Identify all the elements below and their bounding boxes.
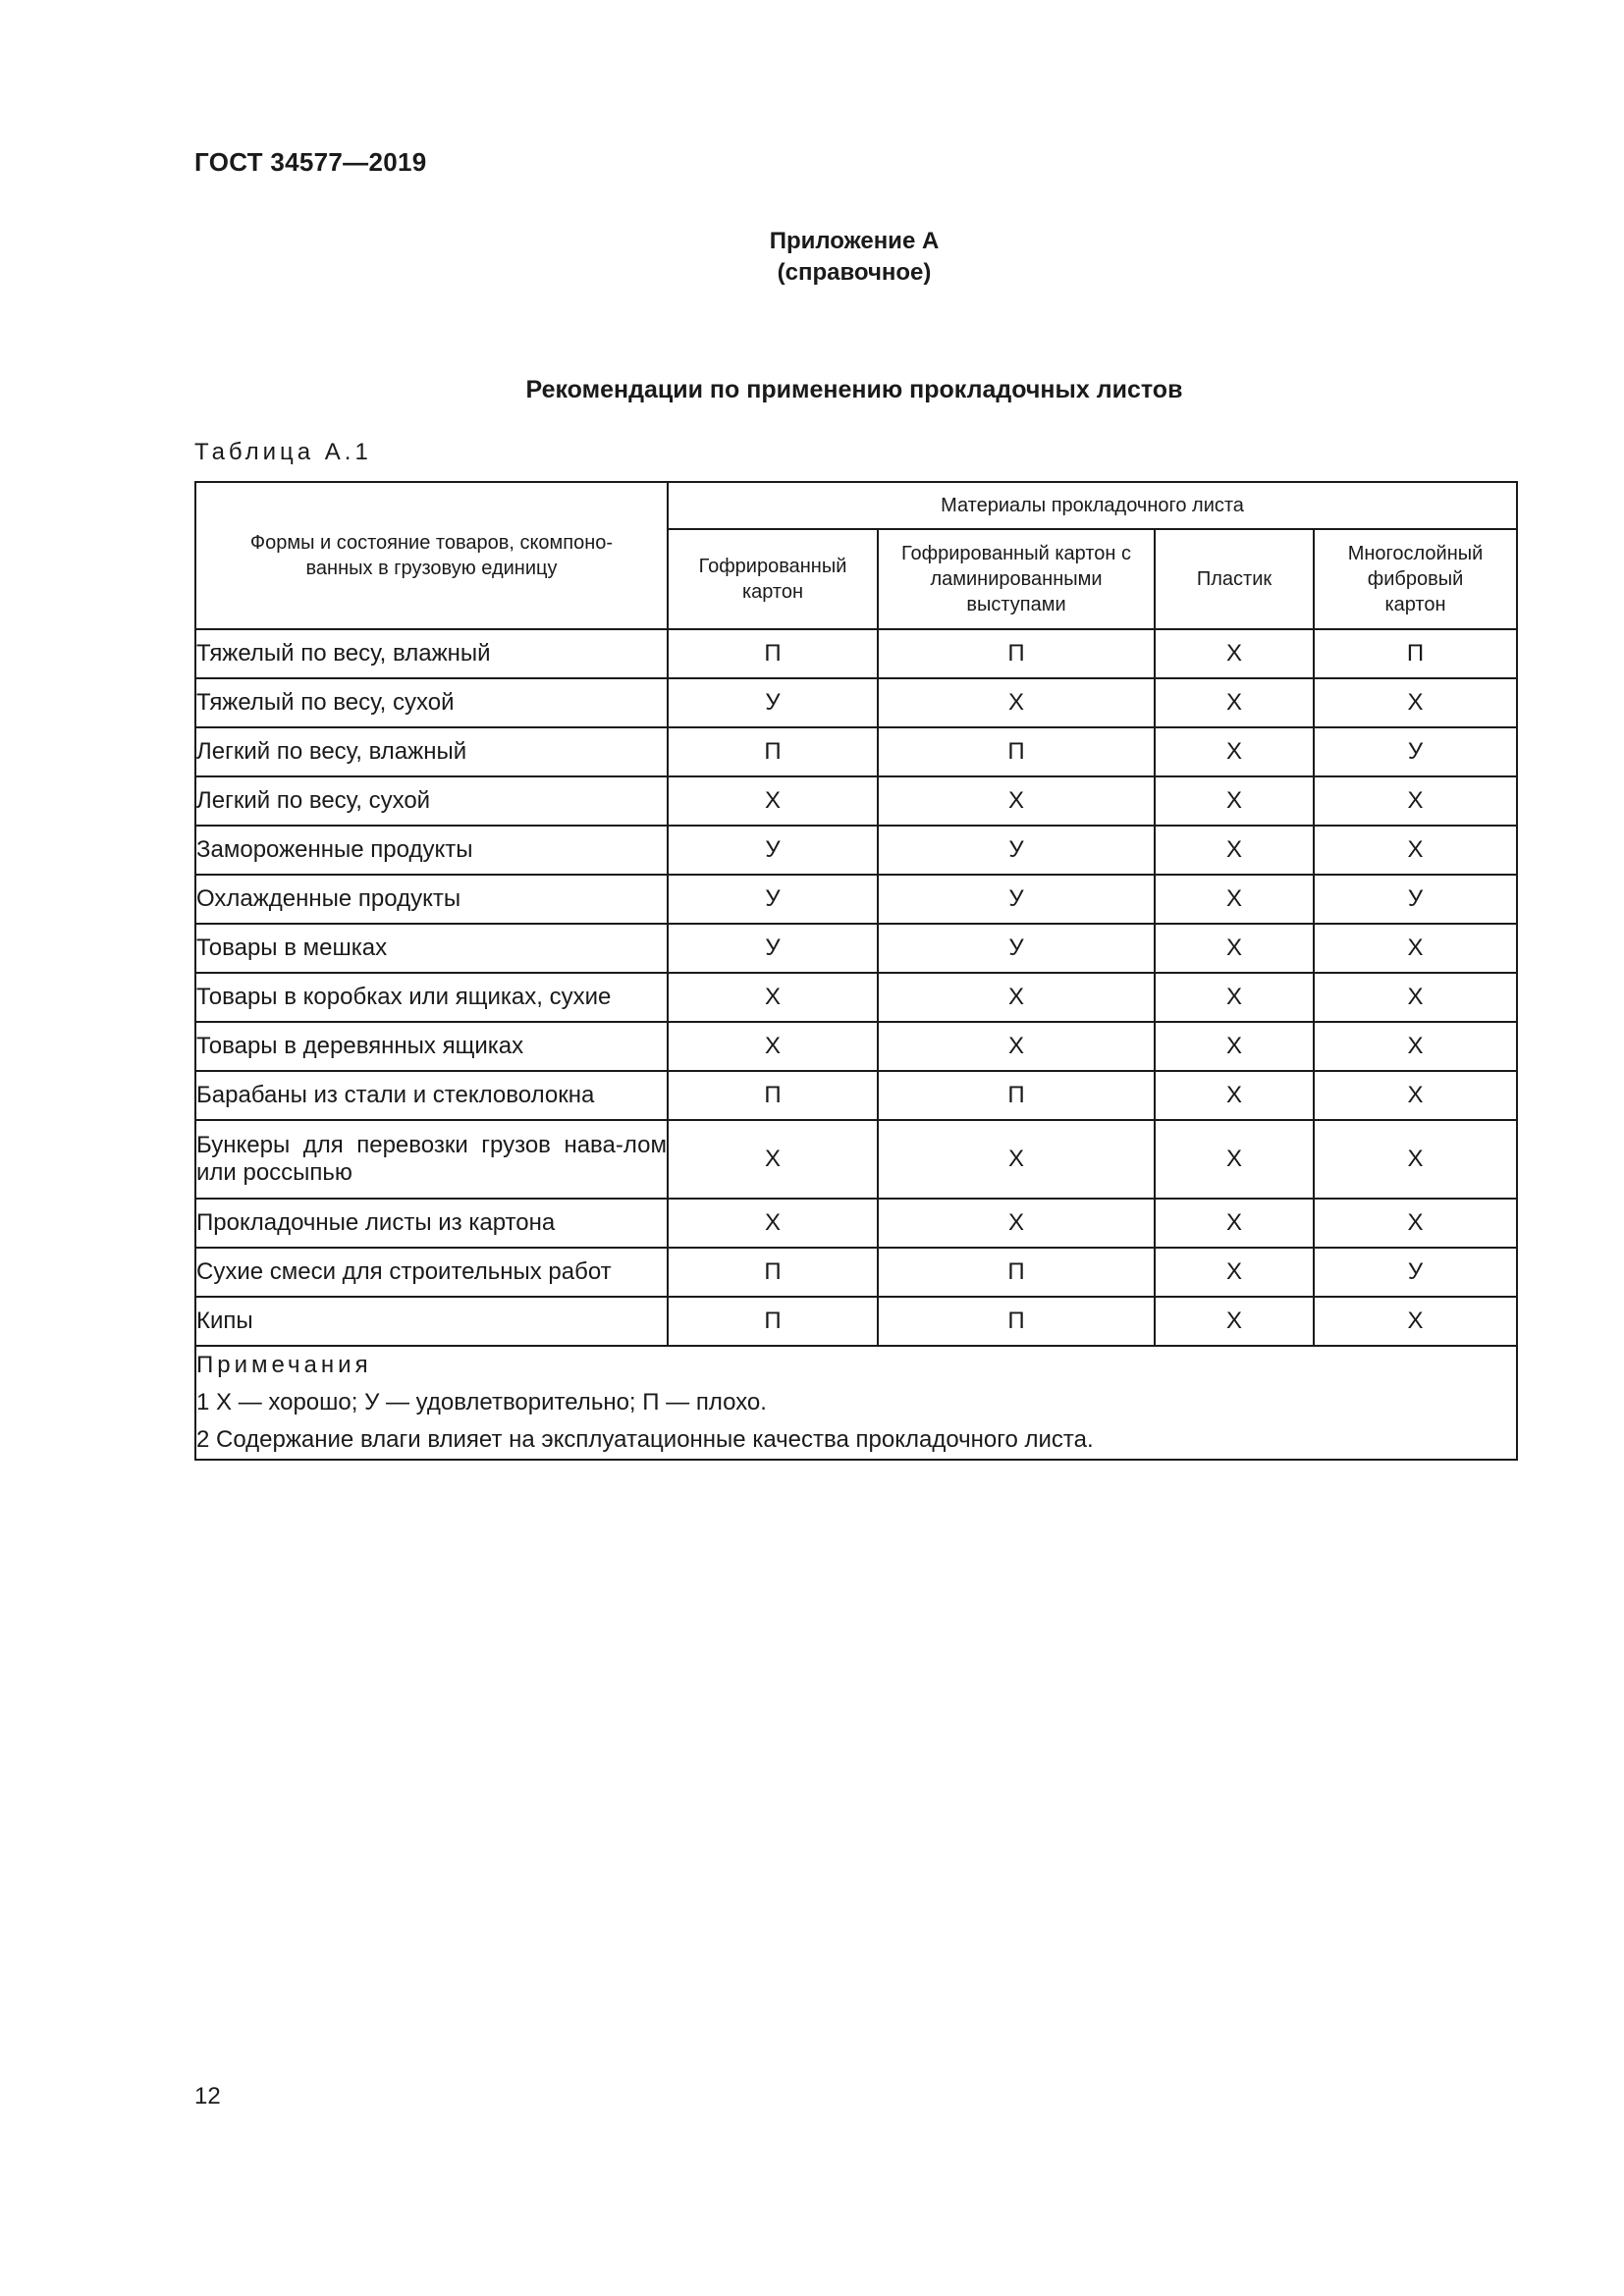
table-caption: Таблица А.1 (194, 439, 372, 465)
table-cell: П (878, 1071, 1155, 1120)
table-cell: У (878, 826, 1155, 875)
table-cell: Х (1314, 1120, 1517, 1199)
table-row (195, 629, 1517, 678)
table-cell: П (668, 629, 878, 678)
table-row (195, 1120, 1517, 1199)
table-cell: Х (1155, 875, 1314, 924)
table-cell: П (668, 1071, 878, 1120)
table-cell: Х (1314, 1022, 1517, 1071)
row-label: Бункеры для перевозки грузов нава-лом или россыпью (195, 1120, 668, 1199)
table-cell: Х (1314, 826, 1517, 875)
standard-code: ГОСТ 34577—2019 (194, 147, 427, 177)
row-label: Замороженные продукты (195, 826, 668, 875)
table-row (195, 776, 1517, 826)
table-cell: У (668, 678, 878, 727)
table-cell: Х (878, 973, 1155, 1022)
table-row (195, 973, 1517, 1022)
row-label: Барабаны из стали и стекловолокна (195, 1071, 668, 1120)
table-cell: Х (1314, 924, 1517, 973)
table-cell: Х (1314, 1199, 1517, 1248)
table-cell: Х (878, 1022, 1155, 1071)
table-cell: Х (878, 776, 1155, 826)
row-label: Легкий по весу, влажный (195, 727, 668, 776)
table-cell: У (668, 826, 878, 875)
table-cell: Х (1155, 776, 1314, 826)
row-label: Тяжелый по весу, сухой (195, 678, 668, 727)
table-cell: У (668, 875, 878, 924)
row-label: Прокладочные листы из картона (195, 1199, 668, 1248)
table-cell: Х (1314, 1071, 1517, 1120)
table-row (195, 1297, 1517, 1346)
table-cell: Х (1314, 973, 1517, 1022)
table-row (195, 678, 1517, 727)
section-title: Рекомендации по применению прокладочных листов (525, 376, 1183, 403)
table-cell: У (1314, 1248, 1517, 1297)
table-cell: Х (1155, 826, 1314, 875)
table-cell: У (878, 875, 1155, 924)
column-header-plastic: Пластик (1155, 529, 1314, 629)
notes-row (195, 1346, 1517, 1460)
row-label: Сухие смеси для строительных работ (195, 1248, 668, 1297)
table-row (195, 727, 1517, 776)
table-notes (195, 1346, 1517, 1460)
row-label: Товары в деревянных ящиках (195, 1022, 668, 1071)
recommendations-table (194, 481, 1518, 1461)
table-cell: Х (1155, 1248, 1314, 1297)
row-label: Тяжелый по весу, влажный (195, 629, 668, 678)
table-cell: П (668, 1248, 878, 1297)
column-header-fiberboard: Многослойный фибровый картон (1314, 529, 1517, 629)
table-cell: Х (1314, 776, 1517, 826)
column-header-laminated: Гофрированный картон с ламинированными выступами (878, 529, 1155, 629)
table-cell: П (878, 1248, 1155, 1297)
table-row (195, 1199, 1517, 1248)
table-cell: Х (668, 973, 878, 1022)
table-row (195, 924, 1517, 973)
row-label: Товары в коробках или ящиках, сухие (195, 973, 668, 1022)
table-cell: У (668, 924, 878, 973)
table-cell: Х (1314, 678, 1517, 727)
appendix-kind: (справочное) (777, 259, 932, 286)
table-cell: Х (668, 1120, 878, 1199)
row-label: Товары в мешках (195, 924, 668, 973)
table-cell: П (668, 1297, 878, 1346)
table-cell: Х (1155, 1022, 1314, 1071)
table-cell: Х (878, 678, 1155, 727)
table-cell: Х (878, 1120, 1155, 1199)
row-header: Формы и состояние товаров, скомпоно-ванных в грузовую единицу (195, 482, 668, 629)
table-cell: Х (668, 1199, 878, 1248)
table-row (195, 1071, 1517, 1120)
table-cell: Х (1155, 1199, 1314, 1248)
table-cell: У (1314, 727, 1517, 776)
table-cell: Х (1314, 1297, 1517, 1346)
table-cell: Х (1155, 1297, 1314, 1346)
row-label: Охлажденные продукты (195, 875, 668, 924)
table-row (195, 1248, 1517, 1297)
table-cell: У (878, 924, 1155, 973)
table-row (195, 1022, 1517, 1071)
table-row (195, 826, 1517, 875)
table-cell: Х (1155, 678, 1314, 727)
table-cell: Х (1155, 1120, 1314, 1199)
table-row (195, 875, 1517, 924)
notes-heading: Примечания (196, 1352, 372, 1378)
table-cell: П (668, 727, 878, 776)
table-cell: П (878, 1297, 1155, 1346)
table-cell: Х (1155, 629, 1314, 678)
appendix-title: Приложение А (769, 228, 940, 254)
table-cell: П (878, 727, 1155, 776)
table-cell: Х (668, 776, 878, 826)
row-label: Легкий по весу, сухой (195, 776, 668, 826)
note-1: 1 Х — хорошо; У — удовлетворительно; П — плохо. (196, 1389, 767, 1415)
row-label: Кипы (195, 1297, 668, 1346)
table-cell: П (878, 629, 1155, 678)
table-cell: Х (668, 1022, 878, 1071)
materials-group-header: Материалы прокладочного листа (668, 482, 1517, 529)
table-cell: П (1314, 629, 1517, 678)
table-cell: Х (1155, 1071, 1314, 1120)
column-header-corrugated: Гофрированный картон (668, 529, 878, 629)
table-cell: Х (1155, 973, 1314, 1022)
table-cell: Х (878, 1199, 1155, 1248)
table-cell: Х (1155, 727, 1314, 776)
table-cell: Х (1155, 924, 1314, 973)
page-number: 12 (194, 2083, 221, 2109)
note-2: 2 Содержание влаги влияет на эксплуатационные качества прокладочного листа. (196, 1426, 1094, 1453)
table-cell: У (1314, 875, 1517, 924)
